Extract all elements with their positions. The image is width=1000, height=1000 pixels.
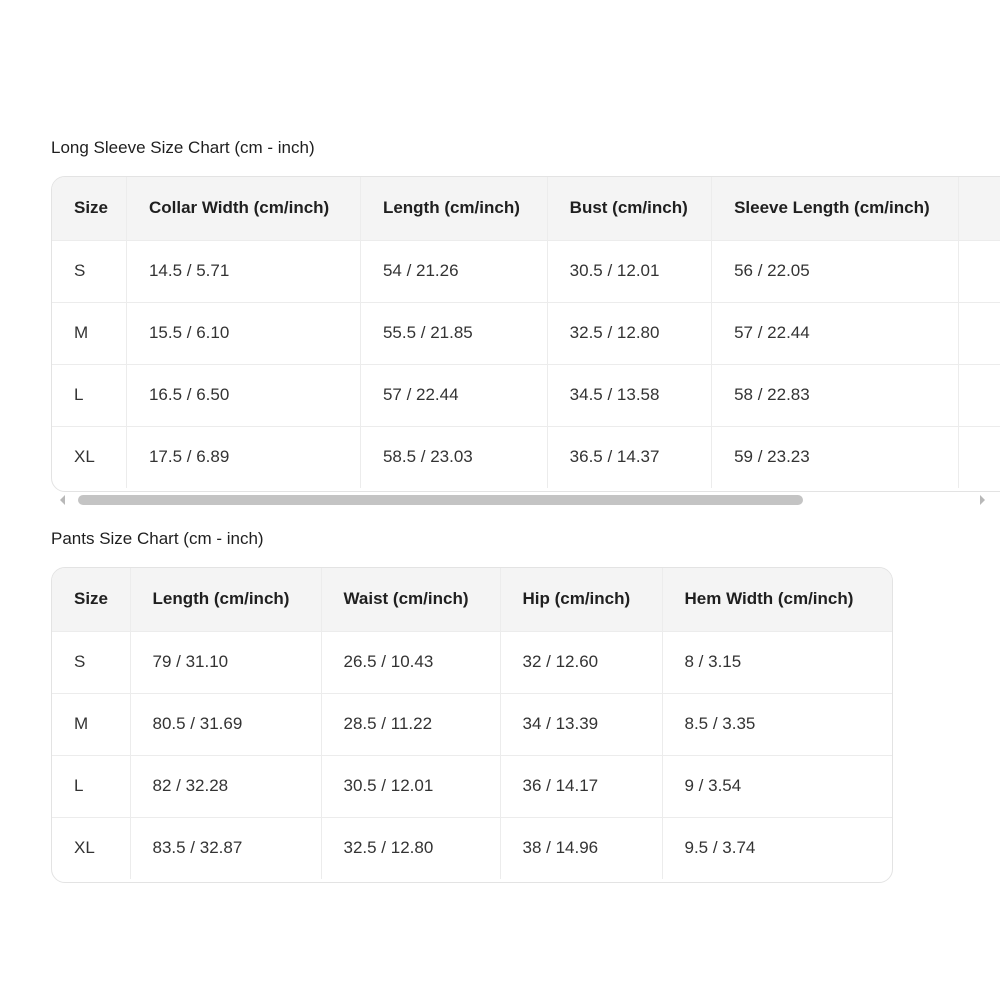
table-cell: 9 / 3.54: [662, 755, 892, 817]
long-sleeve-table-container[interactable]: [51, 176, 1000, 492]
table-cell: 36.5 / 14.37: [547, 426, 711, 488]
table-row: [52, 426, 1000, 488]
table-cell: 79 / 31.10: [130, 631, 321, 693]
table-cell: [958, 302, 1000, 364]
table-cell: 17.5 / 6.89: [126, 426, 360, 488]
table-cell: 16.5 / 6.50: [126, 364, 360, 426]
table-cell: 54 / 21.26: [360, 240, 547, 302]
table-cell: 28.5 / 11.22: [321, 693, 500, 755]
table-row: [52, 755, 892, 817]
table-cell: 80.5 / 31.69: [130, 693, 321, 755]
chevron-left-icon[interactable]: [60, 495, 65, 505]
table-cell: XL: [52, 426, 126, 488]
table-cell: 34 / 13.39: [500, 693, 662, 755]
table-cell: 30.5 / 12.01: [547, 240, 711, 302]
table-cell: 9.5 / 3.74: [662, 817, 892, 879]
table-cell: 38 / 14.96: [500, 817, 662, 879]
table-cell: 8.5 / 3.35: [662, 693, 892, 755]
table-row: [52, 302, 1000, 364]
table-row: [52, 817, 892, 879]
table-cell: 34.5 / 13.58: [547, 364, 711, 426]
table-row: [52, 631, 892, 693]
table-cell: 36 / 14.17: [500, 755, 662, 817]
table-cell: 30.5 / 12.01: [321, 755, 500, 817]
table-cell: L: [52, 364, 126, 426]
table-cell: 32.5 / 12.80: [321, 817, 500, 879]
table-cell: XL: [52, 817, 130, 879]
header-cell: Bust (cm/inch): [547, 177, 711, 240]
table-cell: 55.5 / 21.85: [360, 302, 547, 364]
table-header-row: [52, 568, 892, 631]
table-cell: 58 / 22.83: [712, 364, 959, 426]
header-cell: [958, 177, 1000, 240]
table-cell: [958, 240, 1000, 302]
table-cell: 8 / 3.15: [662, 631, 892, 693]
header-cell: Size: [52, 568, 130, 631]
pants-table-container: [51, 567, 893, 883]
horizontal-scrollbar[interactable]: [51, 493, 1000, 507]
header-cell: Length (cm/inch): [360, 177, 547, 240]
table-row: [52, 364, 1000, 426]
table-cell: [958, 426, 1000, 488]
header-cell: Length (cm/inch): [130, 568, 321, 631]
header-cell: Hem Width (cm/inch): [662, 568, 892, 631]
chevron-right-icon[interactable]: [980, 495, 985, 505]
header-cell: Sleeve Length (cm/inch): [712, 177, 959, 240]
table-cell: 83.5 / 32.87: [130, 817, 321, 879]
header-cell: Waist (cm/inch): [321, 568, 500, 631]
table-cell: 57 / 22.44: [360, 364, 547, 426]
header-cell: Hip (cm/inch): [500, 568, 662, 631]
pants-table: [52, 568, 892, 879]
table-header-row: [52, 177, 1000, 240]
long-sleeve-table: [52, 177, 1000, 488]
table-cell: L: [52, 755, 130, 817]
scroll-thumb[interactable]: [78, 495, 803, 505]
table-cell: 56 / 22.05: [712, 240, 959, 302]
table-cell: 59 / 23.23: [712, 426, 959, 488]
table-cell: 15.5 / 6.10: [126, 302, 360, 364]
header-cell: Size: [52, 177, 126, 240]
table-cell: M: [52, 693, 130, 755]
table-cell: 26.5 / 10.43: [321, 631, 500, 693]
table-cell: [958, 364, 1000, 426]
table-row: [52, 693, 892, 755]
table-row: [52, 240, 1000, 302]
table-cell: M: [52, 302, 126, 364]
table-cell: 14.5 / 5.71: [126, 240, 360, 302]
table-cell: 32 / 12.60: [500, 631, 662, 693]
table-cell: 32.5 / 12.80: [547, 302, 711, 364]
table-cell: S: [52, 631, 130, 693]
header-cell: Collar Width (cm/inch): [126, 177, 360, 240]
long-sleeve-title: Long Sleeve Size Chart (cm - inch): [51, 138, 315, 157]
table-cell: 58.5 / 23.03: [360, 426, 547, 488]
table-cell: 57 / 22.44: [712, 302, 959, 364]
table-cell: S: [52, 240, 126, 302]
pants-title: Pants Size Chart (cm - inch): [51, 529, 264, 548]
table-cell: 82 / 32.28: [130, 755, 321, 817]
